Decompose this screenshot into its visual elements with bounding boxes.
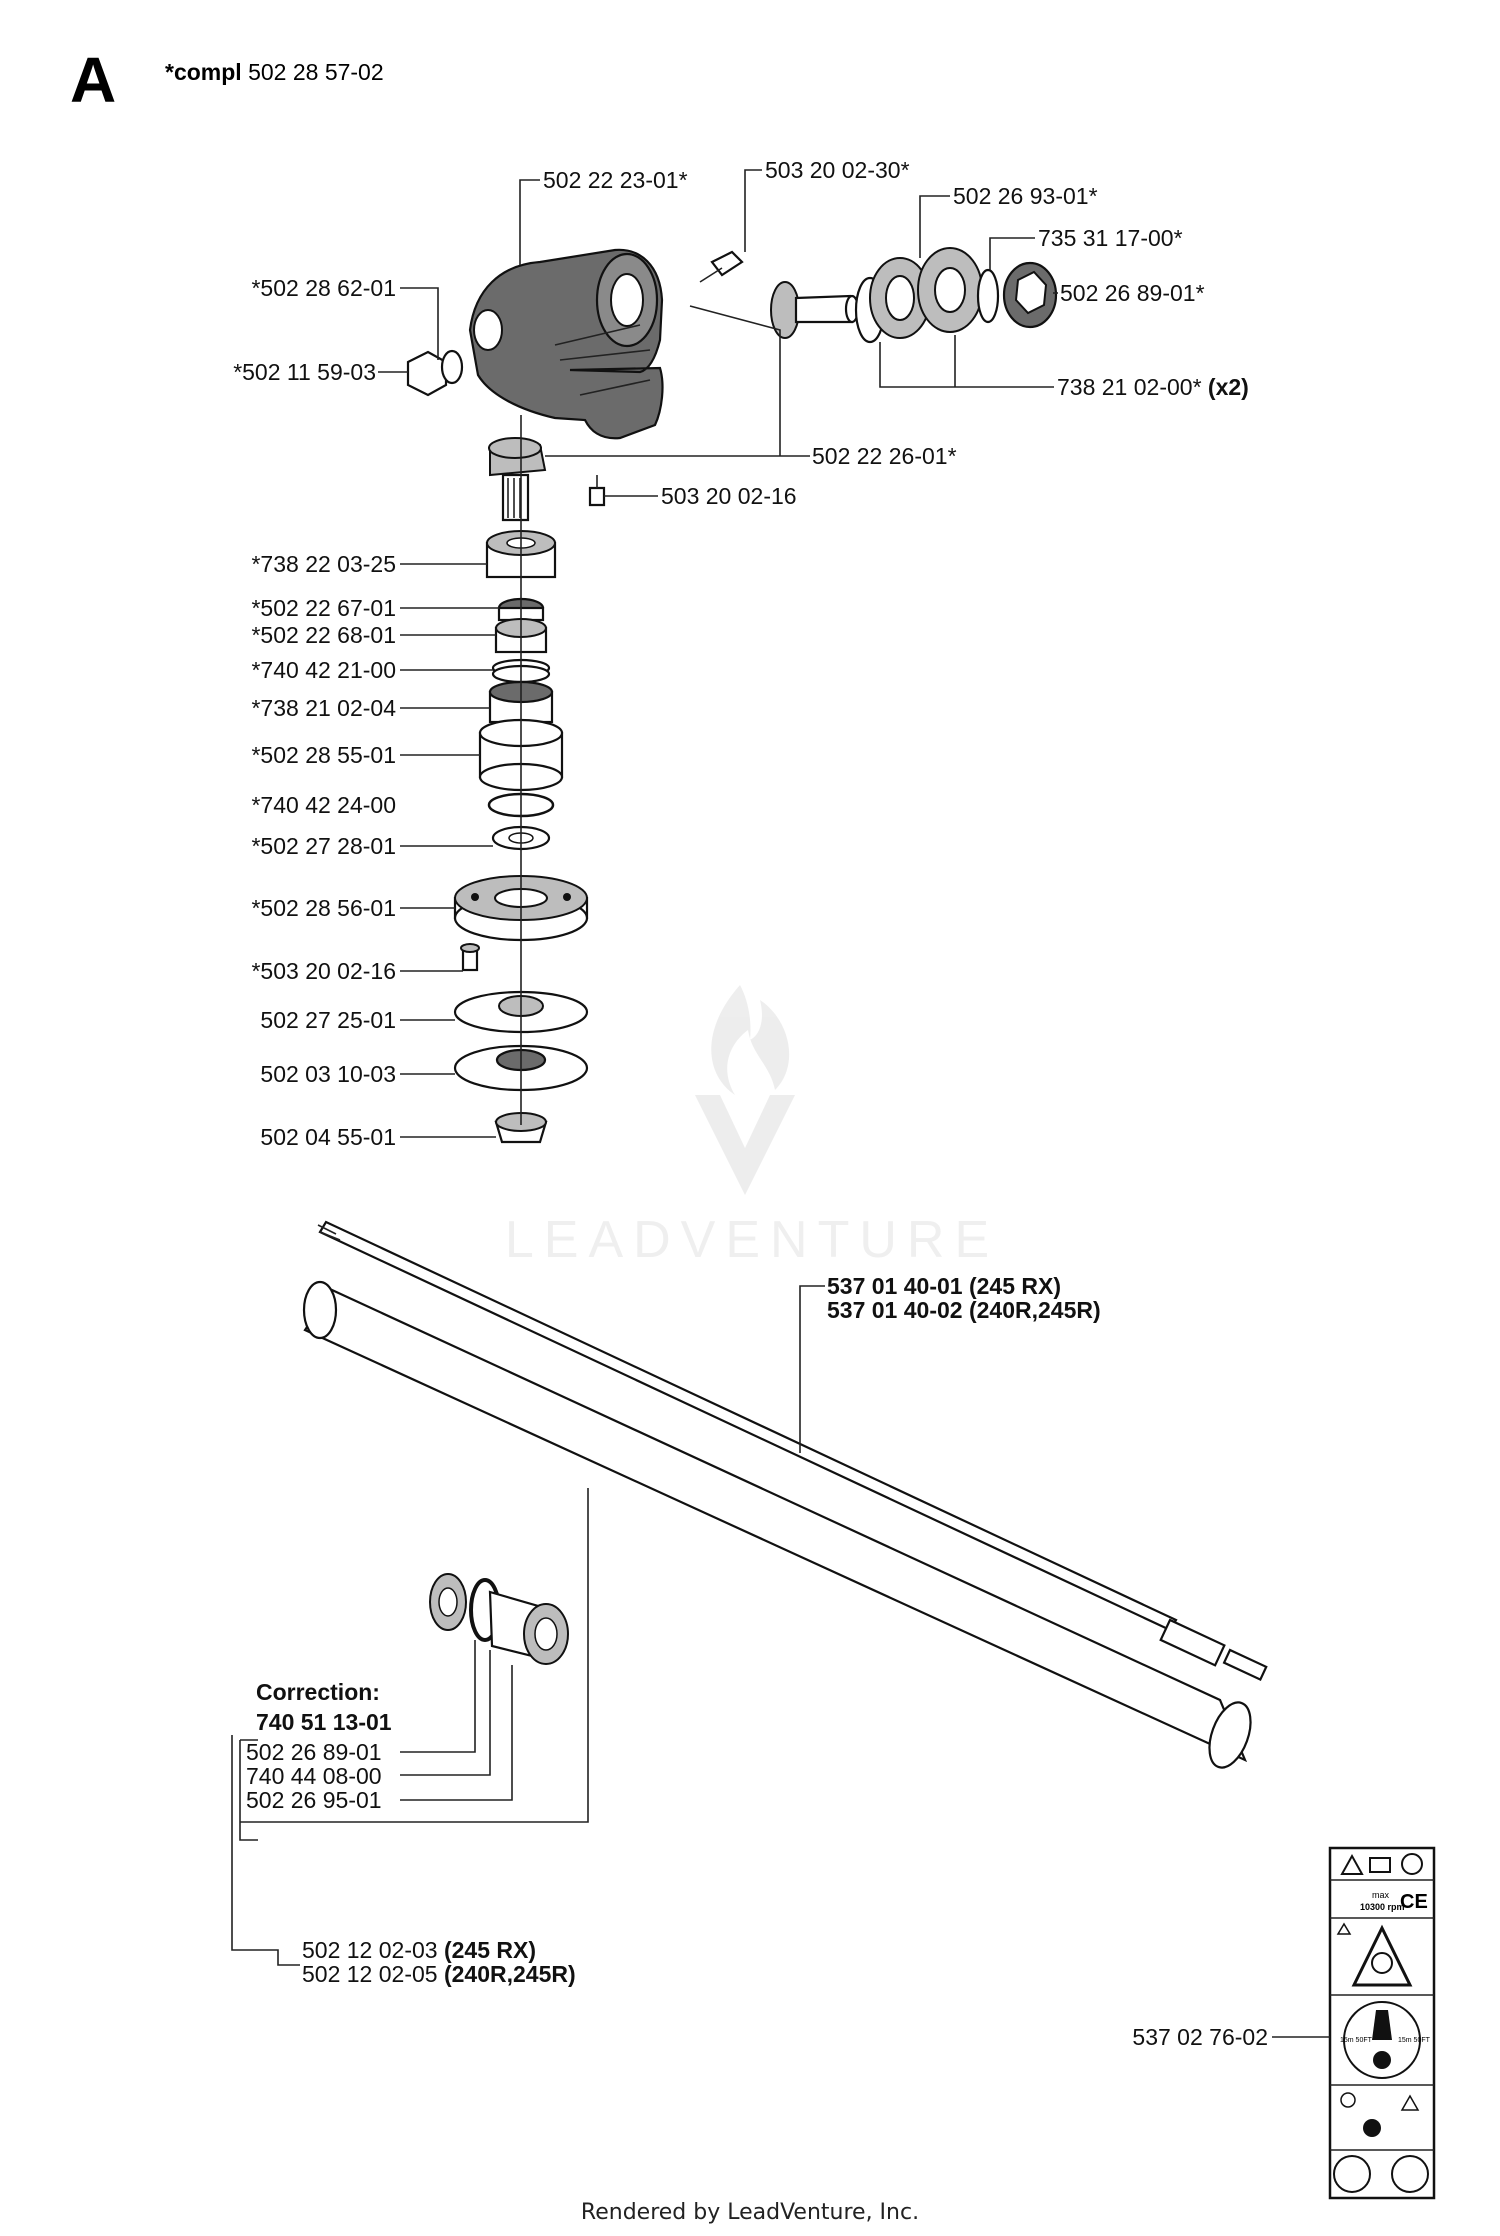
leadventure-watermark	[505, 985, 999, 1269]
label-537-02-76-02: 537 02 76-02	[1132, 2024, 1268, 2050]
pinion-gear	[771, 282, 858, 338]
correction-parts	[430, 1574, 568, 1664]
label-740-44-08-00: 740 44 08-00	[246, 1763, 382, 1789]
label-502-11-59-03: *502 11 59-03	[233, 359, 376, 385]
decal-distance-left: 15m 50FT	[1340, 2037, 1372, 2044]
warning-decal	[1330, 1848, 1434, 2198]
label-502-28-62-01: *502 28 62-01	[251, 275, 396, 301]
label-502-26-89-01: 502 26 89-01	[246, 1739, 382, 1765]
label-502-28-55-01: *502 28 55-01	[251, 742, 396, 768]
label-502-27-28-01: *502 27 28-01	[251, 833, 396, 859]
label-738-22-03-25: *738 22 03-25	[251, 551, 396, 577]
housing-screw	[700, 252, 742, 282]
label-738-21-02-00: 738 21 02-00* (x2)	[1057, 374, 1249, 400]
label-503-20-02-16-top: 503 20 02-16	[661, 483, 797, 509]
decal-ce-text: CE	[1400, 1891, 1428, 1913]
correction-title: Correction:	[256, 1679, 380, 1705]
hex-nut	[1004, 263, 1056, 327]
label-502-22-68-01: *502 22 68-01	[251, 622, 396, 648]
label-502-27-25-01: 502 27 25-01	[260, 1007, 396, 1033]
small-screw	[590, 475, 604, 505]
label-502-28-56-01: *502 28 56-01	[251, 895, 396, 921]
section-letter: A	[70, 44, 117, 116]
compl-label: *compl 502 28 57-02	[165, 59, 384, 85]
footer-credit: Rendered by LeadVenture, Inc.	[580, 2200, 920, 2225]
label-502-26-95-01: 502 26 95-01	[246, 1787, 382, 1813]
correction-number: 740 51 13-01	[256, 1709, 392, 1735]
label-738-21-02-04: *738 21 02-04	[251, 695, 396, 721]
vertical-gear	[489, 438, 545, 520]
label-502-12-02-05: 502 12 02-05 (240R,245R)	[302, 1961, 576, 1987]
label-503-20-02-16: *503 20 02-16	[251, 958, 396, 984]
gear-housing	[470, 250, 662, 438]
v-logo-icon	[695, 1095, 795, 1195]
flame-logo-icon	[711, 985, 789, 1095]
decal-distance-right: 15m 50FT	[1398, 2037, 1430, 2044]
label-502-22-67-01: *502 22 67-01	[251, 595, 396, 621]
label-502-12-02-03: 502 12 02-03 (245 RX)	[302, 1937, 537, 1963]
shaft-tube	[304, 1282, 1259, 1773]
label-502-26-93-01: 502 26 93-01*	[953, 183, 1098, 209]
plug-screw	[408, 351, 462, 395]
label-502-03-10-03: 502 03 10-03	[260, 1061, 396, 1087]
watermark-text: LEADVENTURE	[504, 1211, 1000, 1269]
bearing-pair	[856, 248, 998, 342]
part-labels	[233, 157, 1268, 2050]
label-735-31-17-00: 735 31 17-00*	[1038, 225, 1183, 251]
label-502-04-55-01: 502 04 55-01	[260, 1124, 396, 1150]
label-537-01-40-01: 537 01 40-01 (245 RX)	[827, 1273, 1061, 1299]
label-537-01-40-02: 537 01 40-02 (240R,245R)	[827, 1297, 1101, 1323]
label-740-42-21-00: *740 42 21-00	[251, 657, 396, 683]
screw-503-20-02-16	[461, 944, 479, 970]
decal-rpm-text: 10300 rpm	[1360, 1902, 1405, 1912]
label-502-26-89-01-top: 502 26 89-01*	[1060, 280, 1205, 306]
label-503-20-02-30: 503 20 02-30*	[765, 157, 910, 183]
label-740-42-24-00: *740 42 24-00	[251, 792, 396, 818]
decal-max-text: max	[1372, 1890, 1390, 1900]
label-502-22-23-01: 502 22 23-01*	[543, 167, 688, 193]
label-502-22-26-01: 502 22 26-01*	[812, 443, 957, 469]
